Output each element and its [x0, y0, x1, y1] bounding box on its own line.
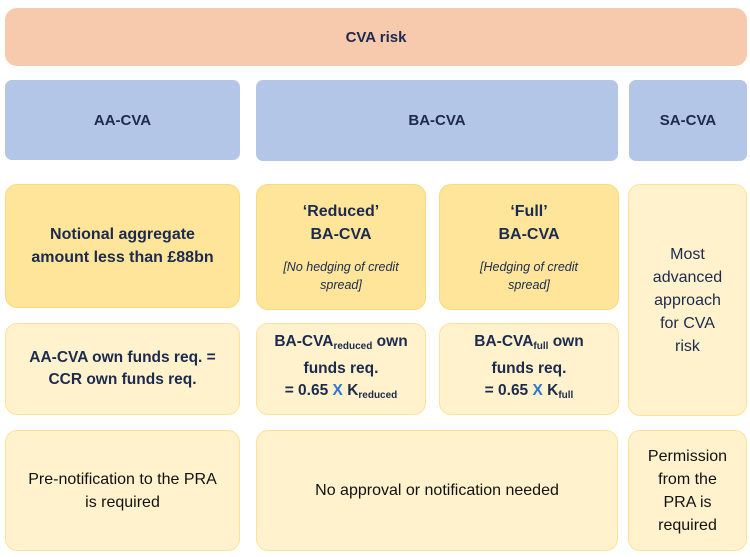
- sa-description-line: Most: [670, 245, 705, 263]
- sa-cva-header: [629, 80, 747, 161]
- sa-permission-box: [628, 430, 747, 551]
- full-formula-k: K: [542, 382, 559, 399]
- aa-cva-header: [5, 80, 240, 160]
- full-formula-subscript: full: [533, 341, 549, 352]
- full-formula-prefix: BA-CVA: [474, 333, 534, 350]
- sa-description-line: for CVA: [660, 314, 715, 332]
- reduced-formula-subscript: reduced: [333, 341, 373, 352]
- sa-permission-line: from the: [658, 470, 717, 488]
- sa-description-line: approach: [654, 291, 721, 309]
- ba-notification-text: No approval or notification needed: [315, 482, 559, 499]
- ba-notification-box: [256, 430, 618, 551]
- sa-description-line: advanced: [652, 268, 723, 286]
- reduced-ba-cva-note-1: [No hedging of credit: [283, 260, 399, 274]
- full-ba-cva-note-2: spread]: [508, 278, 550, 292]
- full-formula-line-3: [485, 380, 574, 407]
- aa-formula-box: [5, 323, 240, 415]
- reduced-ba-cva-box: [256, 184, 426, 310]
- full-formula-k-subscript: full: [558, 390, 574, 401]
- aa-notification-line-1: Pre-notification to the PRA: [28, 470, 217, 488]
- full-formula-eq: = 0.65: [484, 382, 533, 399]
- reduced-ba-cva-note-2: spread]: [320, 278, 362, 292]
- full-formula-line-1: [474, 331, 583, 358]
- reduced-formula-k: K: [342, 382, 359, 399]
- ba-cva-header: [256, 80, 618, 161]
- sa-permission-line: required: [658, 516, 717, 534]
- cva-risk-title: CVA risk: [345, 28, 407, 46]
- full-formula-suffix: own: [548, 333, 584, 350]
- reduced-formula-eq: = 0.65: [284, 382, 333, 399]
- reduced-formula-box: [256, 323, 426, 415]
- aa-formula-line-1: AA-CVA own funds req. =: [29, 349, 216, 366]
- sa-description-line: risk: [675, 337, 700, 355]
- sa-cva-description-box: [628, 184, 747, 416]
- multiply-sign: X: [532, 382, 543, 399]
- cva-risk-banner: [5, 8, 747, 66]
- reduced-formula-line-3: [285, 380, 398, 407]
- reduced-formula-k-subscript: reduced: [358, 390, 398, 401]
- full-formula-line-2: funds req.: [491, 360, 567, 377]
- reduced-formula-line-2: funds req.: [303, 360, 379, 377]
- reduced-ba-cva-title-1: ‘Reduced’: [302, 203, 380, 220]
- aa-formula-line-2: CCR own funds req.: [48, 371, 197, 388]
- sa-cva-header-label: SA-CVA: [659, 112, 717, 129]
- multiply-sign: X: [332, 382, 343, 399]
- aa-cva-header-label: AA-CVA: [93, 111, 152, 129]
- full-ba-cva-note-1: [Hedging of credit: [480, 260, 578, 274]
- ba-cva-header-label: BA-CVA: [408, 112, 466, 129]
- sa-permission-line: Permission: [647, 447, 728, 465]
- reduced-formula-suffix: own: [372, 333, 408, 350]
- aa-threshold-text: Notional aggregate amount less than £88bn: [31, 226, 214, 266]
- aa-notification-line-2: is required: [85, 493, 160, 511]
- full-ba-cva-title-1: ‘Full’: [510, 203, 548, 220]
- aa-notification-box: [5, 430, 240, 551]
- reduced-formula-line-1: [274, 331, 407, 358]
- aa-threshold-box: [5, 184, 240, 308]
- sa-permission-line: PRA is: [663, 493, 712, 511]
- full-formula-box: [439, 323, 619, 415]
- reduced-ba-cva-title-2: BA-CVA: [310, 226, 372, 243]
- full-ba-cva-box: [439, 184, 619, 310]
- reduced-formula-prefix: BA-CVA: [274, 333, 334, 350]
- full-ba-cva-title-2: BA-CVA: [498, 226, 560, 243]
